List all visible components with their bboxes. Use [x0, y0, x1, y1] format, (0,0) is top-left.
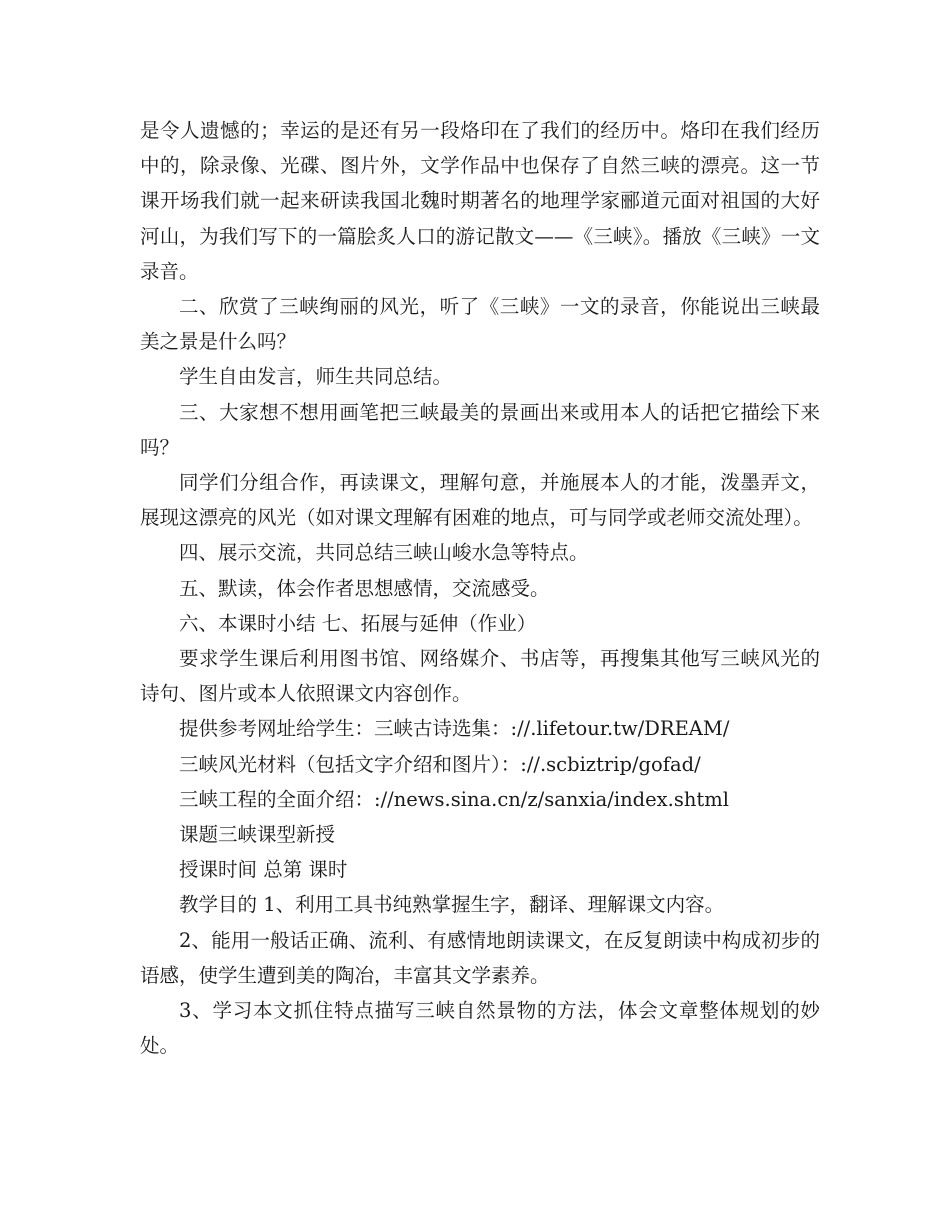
- paragraph-objective-two: 2、能用一般话正确、流利、有感情地朗读课文，在反复朗读中构成初步的语感，使学生遭到美的陶冶，丰富其文学素养。: [140, 928, 820, 987]
- paragraph-reference-scenery: 三峡风光材料（包括文字介绍和图片）：://.scbiztrip/gofad/: [179, 752, 701, 776]
- paragraph-step-three: 三、大家想不想用画笔把三峡最美的景画出来或用本人的话把它描绘下来吗？: [140, 400, 820, 459]
- paragraph-reference-poems: 提供参考网址给学生：三峡古诗选集：://.lifetour.tw/DREAM/: [179, 717, 730, 741]
- paragraph-objective-three: 3、学习本文抓住特点描写三峡自然景物的方法，体会文章整体规划的妙处。: [140, 999, 820, 1058]
- document-body: [140, 113, 820, 1063]
- paragraph-lesson-topic: 课题三峡课型新授: [179, 823, 336, 847]
- paragraph-step-six-seven: 六、本课时小结 七、拓展与延伸（作业）: [179, 611, 537, 635]
- paragraph-reference-project: 三峡工程的全面介绍：://news.sina.cn/z/sanxia/index.shtml: [179, 787, 729, 811]
- paragraph-intro-continued: 是令人遗憾的；幸运的是还有另一段烙印在了我们的经历中。烙印在我们经历中的，除录像、光碟、图片外，文学作品中也保存了自然三峡的漂亮。这一节课开场我们就一起来研读我国北魏时期著名的地理学家郦道元面对祖国的大好河山，为我们写下的一篇脍炙人口的游记散文——《三峡》。播放《三峡》一文录音。: [140, 119, 820, 283]
- paragraph-objective-one: 教学目的 1、利用工具书纯熟掌握生字，翻译、理解课文内容。: [179, 893, 725, 917]
- paragraph-step-five: 五、默读，体会作者思想感情，交流感受。: [179, 576, 550, 600]
- paragraph-step-four: 四、展示交流，共同总结三峡山峻水急等特点。: [179, 541, 589, 565]
- paragraph-homework: 要求学生课后利用图书馆、网络媒介、书店等，再搜集其他写三峡风光的诗句、图片或本人依照课文内容创作。: [140, 647, 820, 706]
- paragraph-free-speech: 学生自由发言，师生共同总结。: [179, 365, 453, 389]
- paragraph-lesson-time: 授课时间 总第 课时: [179, 858, 348, 882]
- paragraph-group-work: 同学们分组合作，再读课文，理解句意，并施展本人的才能，泼墨弄文，展现这漂亮的风光（如对课文理解有困难的地点，可与同学或老师交流处理）。: [140, 471, 820, 530]
- paragraph-step-two: 二、欣赏了三峡绚丽的风光，听了《三峡》一文的录音，你能说出三峡最美之景是什么吗？: [140, 295, 820, 354]
